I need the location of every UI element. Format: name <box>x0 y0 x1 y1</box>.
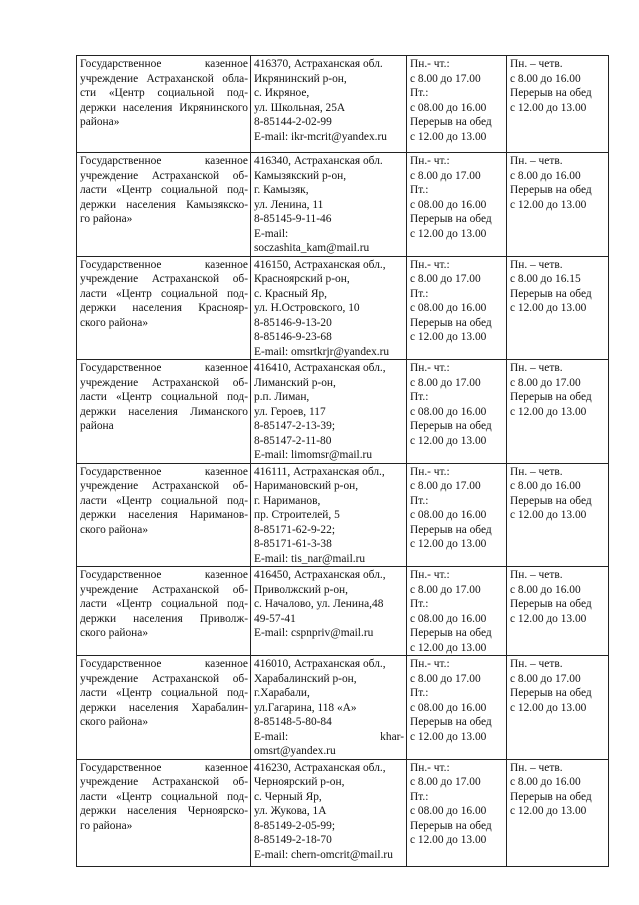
staff-hours-line: Пн. – четв. <box>510 761 563 774</box>
staff-hours-line: Пн. – четв. <box>510 569 563 581</box>
organization-line: Государственное казенное <box>80 362 248 374</box>
address-line: р.п. Лиман, <box>254 391 310 403</box>
staff-hours-line: Пн. – четв. <box>510 658 563 670</box>
client-hours-line: Пн.- чт.: <box>410 569 450 581</box>
client-hours-line: Пт.: <box>410 494 429 507</box>
address-cell <box>251 759 407 866</box>
staff-hours-cell <box>507 256 609 360</box>
client-hours-line: с 08.00 до 16.00 <box>410 198 487 211</box>
organization-line: ласти «Центр социальной под- <box>80 790 248 803</box>
address-line: с. Красный Яр, <box>254 287 327 300</box>
address-cell <box>251 56 407 153</box>
address-line: 416410, Астраханская обл., <box>254 362 386 374</box>
address-line: 8-85149-2-18-70 <box>254 834 332 846</box>
address-line: г.Харабали, <box>254 687 310 699</box>
client-hours-line: с 8.00 до 17.00 <box>410 672 481 685</box>
table-row <box>77 759 609 866</box>
address-cell <box>251 153 407 257</box>
client-hours-line: с 08.00 до 16.00 <box>410 701 487 714</box>
organization-line: держки населения Харабалин- <box>80 701 248 714</box>
organization-line: ласти «Центр социальной под- <box>80 687 248 699</box>
organization-line: держки населения Икрянинского <box>80 101 248 114</box>
staff-hours-line: Пн. – четв. <box>510 362 563 374</box>
client-hours-line: Пт.: <box>410 598 429 610</box>
organization-line: учреждение Астраханской об- <box>80 273 248 285</box>
staff-hours-line: с 12.00 до 13.00 <box>510 302 587 314</box>
staff-hours-line: Пн. – четв. <box>510 465 563 478</box>
client-hours-cell <box>407 56 507 153</box>
address-line: 416370, Астраханская обл. <box>254 58 383 70</box>
client-hours-line: с 8.00 до 17.00 <box>410 169 481 182</box>
organization-line: ласти «Центр социальной под- <box>80 184 248 196</box>
table-row <box>77 56 609 153</box>
client-hours-line: Перерыв на обед <box>410 819 492 832</box>
address-line: Красноярский р-он, <box>254 273 350 285</box>
staff-hours-line: Перерыв на обед <box>510 687 592 699</box>
staff-hours-line: с 12.00 до 13.00 <box>510 101 587 114</box>
address-line: Приволжский р-он, <box>254 583 348 596</box>
address-line: Наримановский р-он, <box>254 480 359 492</box>
address-line: E-mail: omsrtkrjr@yandex.ru <box>254 345 390 358</box>
organization-line: Государственное казенное <box>80 569 248 581</box>
client-hours-line: Пт.: <box>410 790 429 803</box>
address-line: с. Началово, ул. Ленина,48 <box>254 598 384 610</box>
client-hours-cell <box>407 463 507 567</box>
organization-cell <box>77 463 251 567</box>
client-hours-line: с 08.00 до 16.00 <box>410 612 487 625</box>
organization-cell <box>77 656 251 760</box>
address-line: 8-85147-2-13-39; <box>254 420 335 432</box>
staff-hours-line: Перерыв на обед <box>510 287 592 300</box>
address-line: Черноярский р-он, <box>254 776 345 788</box>
organization-line: Государственное казенное <box>80 465 248 478</box>
staff-hours-cell <box>507 656 609 760</box>
address-line: E-mail: tis_nar@mail.ru <box>254 552 366 565</box>
address-line: 416150, Астраханская обл., <box>254 258 386 271</box>
address-line: 8-85147-2-11-80 <box>254 434 332 447</box>
organization-line: держки населения Черноярско- <box>80 805 248 817</box>
address-line: 416450, Астраханская обл., <box>254 569 386 581</box>
staff-hours-line: Перерыв на обед <box>510 598 592 610</box>
organization-line: ского района» <box>80 627 149 639</box>
organization-line: го района» <box>80 819 133 832</box>
address-line: soczashita_kam@mail.ru <box>254 242 370 254</box>
staff-hours-cell <box>507 360 609 464</box>
client-hours-cell <box>407 759 507 866</box>
address-line: E-mail: <box>254 227 289 240</box>
client-hours-line: с 8.00 до 17.00 <box>410 273 481 285</box>
client-hours-line: с 8.00 до 17.00 <box>410 776 481 788</box>
staff-hours-line: с 8.00 до 16.00 <box>510 480 581 492</box>
client-hours-line: с 8.00 до 17.00 <box>410 480 481 492</box>
table-row <box>77 463 609 567</box>
client-hours-line: Пн.- чт.: <box>410 155 450 167</box>
client-hours-line: Пн.- чт.: <box>410 658 450 670</box>
address-line: 8-85146-9-13-20 <box>254 316 332 329</box>
client-hours-line: Перерыв на обед <box>410 523 492 536</box>
address-line: E-mail: ikr-mcrit@yandex.ru <box>254 130 387 143</box>
address-line: ул. Ленина, 11 <box>254 198 324 211</box>
organization-line: учреждение Астраханской обла- <box>80 72 248 85</box>
address-line: 416010, Астраханская обл., <box>254 658 386 670</box>
client-hours-line: Пн.- чт.: <box>410 362 450 374</box>
organization-line: держки населения Нариманов- <box>80 509 248 521</box>
address-line: с. Черный Яр, <box>254 790 322 803</box>
client-hours-line: с 08.00 до 16.00 <box>410 405 487 418</box>
address-line: 8-85144-2-02-99 <box>254 116 332 128</box>
client-hours-line: с 08.00 до 16.00 <box>410 101 487 114</box>
address-line: 416230, Астраханская обл., <box>254 761 386 774</box>
table-body <box>77 56 609 867</box>
organization-line: ского района» <box>80 523 149 536</box>
staff-hours-cell <box>507 463 609 567</box>
client-hours-line: с 08.00 до 16.00 <box>410 302 487 314</box>
organization-line: учреждение Астраханской об- <box>80 376 248 389</box>
staff-hours-line: Пн. – четв. <box>510 155 563 167</box>
client-hours-line: Пт.: <box>410 391 429 403</box>
staff-hours-line: с 8.00 до 17.00 <box>510 376 581 389</box>
client-hours-line: Пн.- чт.: <box>410 258 450 271</box>
client-hours-line: с 8.00 до 17.00 <box>410 72 481 85</box>
client-hours-line: с 12.00 до 13.00 <box>410 730 487 743</box>
client-hours-line: Пн.- чт.: <box>410 58 450 70</box>
staff-hours-line: Пн. – четв. <box>510 58 563 70</box>
staff-hours-cell <box>507 567 609 656</box>
address-cell <box>251 256 407 360</box>
client-hours-cell <box>407 567 507 656</box>
staff-hours-line: с 12.00 до 13.00 <box>510 509 587 521</box>
organization-line: ласти «Центр социальной под- <box>80 287 248 300</box>
client-hours-line: Перерыв на обед <box>410 316 492 329</box>
staff-hours-line: Перерыв на обед <box>510 184 592 196</box>
address-line: пр. Строителей, 5 <box>254 509 340 521</box>
client-hours-line: Пн.- чт.: <box>410 465 450 478</box>
table-row <box>77 656 609 760</box>
staff-hours-line: Перерыв на обед <box>510 87 592 99</box>
organization-line: го района» <box>80 213 133 225</box>
client-hours-line: с 12.00 до 13.00 <box>410 331 487 343</box>
client-hours-line: с 08.00 до 16.00 <box>410 509 487 521</box>
client-hours-line: с 12.00 до 13.00 <box>410 227 487 240</box>
staff-hours-line: с 8.00 до 16.00 <box>510 72 581 85</box>
address-line: 8-85145-9-11-46 <box>254 213 332 225</box>
address-line: 8-85171-62-9-22; <box>254 523 335 536</box>
organization-line: ласти «Центр социальной под- <box>80 391 248 403</box>
address-line: 8-85146-9-23-68 <box>254 331 332 343</box>
client-hours-line: Пт.: <box>410 287 429 300</box>
address-cell <box>251 360 407 464</box>
address-line: ул. Школьная, 25А <box>254 101 346 114</box>
address-line: Лиманский р-он, <box>254 376 336 389</box>
staff-hours-line: Пн. – четв. <box>510 258 563 271</box>
organization-line: учреждение Астраханской об- <box>80 776 248 788</box>
organization-line: Государственное казенное <box>80 58 248 70</box>
organization-line: Государственное казенное <box>80 258 248 271</box>
staff-hours-cell <box>507 759 609 866</box>
organization-line: держки населения Краснояр- <box>80 302 248 314</box>
table-row <box>77 153 609 257</box>
organization-cell <box>77 567 251 656</box>
address-cell <box>251 463 407 567</box>
client-hours-line: Перерыв на обед <box>410 213 492 225</box>
client-hours-cell <box>407 153 507 257</box>
client-hours-line: Пн.- чт.: <box>410 761 450 774</box>
table-row <box>77 567 609 656</box>
staff-hours-line: с 8.00 до 17.00 <box>510 672 581 685</box>
organization-line: ласти «Центр социальной под- <box>80 494 248 507</box>
address-cell <box>251 656 407 760</box>
staff-hours-line: с 8.00 до 16.15 <box>510 273 581 285</box>
address-line: ул. Героев, 117 <box>254 405 326 418</box>
staff-hours-line: с 12.00 до 13.00 <box>510 198 587 211</box>
client-hours-line: Перерыв на обед <box>410 116 492 128</box>
address-line: Икрянинский р-он, <box>254 72 347 85</box>
staff-hours-line: с 12.00 до 13.00 <box>510 405 587 418</box>
organization-line: ского района» <box>80 316 149 329</box>
address-line: E-mail: chern-omcrit@mail.ru <box>254 848 393 861</box>
client-hours-line: с 08.00 до 16.00 <box>410 805 487 817</box>
client-hours-line: с 12.00 до 13.00 <box>410 538 487 550</box>
organization-line: Государственное казенное <box>80 761 248 774</box>
address-line: 416340, Астраханская обл. <box>254 155 383 167</box>
address-line: 416111, Астраханская обл., <box>254 465 385 478</box>
organization-line: держки населения Камызякско- <box>80 198 248 211</box>
organization-cell <box>77 153 251 257</box>
address-cell <box>251 567 407 656</box>
staff-hours-line: с 8.00 до 16.00 <box>510 776 581 788</box>
staff-hours-line: с 12.00 до 13.00 <box>510 612 587 625</box>
address-line: с. Икряное, <box>254 87 310 99</box>
address-line: 8-85149-2-05-99; <box>254 819 335 832</box>
organization-line: держки населения Лиманского <box>80 405 248 418</box>
table-row <box>77 360 609 464</box>
client-hours-line: с 8.00 до 17.00 <box>410 376 481 389</box>
organization-cell <box>77 256 251 360</box>
organization-line: сти «Центр социальной под- <box>80 87 248 99</box>
client-hours-line: Пт.: <box>410 687 429 699</box>
staff-hours-cell <box>507 153 609 257</box>
address-line: E-mail: khar- <box>254 730 404 743</box>
staff-hours-line: Перерыв на обед <box>510 391 592 403</box>
organization-cell <box>77 759 251 866</box>
organization-line: Государственное казенное <box>80 155 248 167</box>
address-line: omsrt@yandex.ru <box>254 745 336 757</box>
organization-line: держки населения Приволж- <box>80 612 248 625</box>
organization-line: учреждение Астраханской об- <box>80 480 248 492</box>
client-hours-line: с 12.00 до 13.00 <box>410 641 487 654</box>
client-hours-line: Пт.: <box>410 184 429 196</box>
organization-line: учреждение Астраханской об- <box>80 583 248 596</box>
staff-hours-line: Перерыв на обед <box>510 790 592 803</box>
staff-hours-cell <box>507 56 609 153</box>
staff-hours-line: с 8.00 до 16.00 <box>510 583 581 596</box>
client-hours-line: Перерыв на обед <box>410 627 492 639</box>
client-hours-line: Перерыв на обед <box>410 420 492 432</box>
client-hours-line: с 12.00 до 13.00 <box>410 434 487 447</box>
organization-cell <box>77 360 251 464</box>
social-support-centers-table <box>76 55 609 867</box>
organization-line: ласти «Центр социальной под- <box>80 598 248 610</box>
address-line: 49-57-41 <box>254 612 296 625</box>
organization-cell <box>77 56 251 153</box>
staff-hours-line: Перерыв на обед <box>510 494 592 507</box>
client-hours-line: Перерыв на обед <box>410 716 492 728</box>
table-row <box>77 256 609 360</box>
organization-line: района <box>80 420 114 432</box>
client-hours-line: с 12.00 до 13.00 <box>410 834 487 846</box>
client-hours-line: с 12.00 до 13.00 <box>410 130 487 143</box>
address-line: E-mail: limomsr@mail.ru <box>254 449 373 461</box>
address-line: 8-85171-61-3-38 <box>254 538 332 550</box>
address-line: г. Нариманов, <box>254 494 321 507</box>
organization-line: района» <box>80 116 120 128</box>
client-hours-line: с 8.00 до 17.00 <box>410 583 481 596</box>
client-hours-line: Пт.: <box>410 87 429 99</box>
address-line: E-mail: cspnpriv@mail.ru <box>254 627 374 639</box>
staff-hours-line: с 8.00 до 16.00 <box>510 169 581 182</box>
organization-line: ского района» <box>80 716 149 728</box>
address-line: г. Камызяк, <box>254 184 309 196</box>
address-line: Харабалинский р-он, <box>254 672 357 685</box>
client-hours-cell <box>407 360 507 464</box>
address-line: ул.Гагарина, 118 «А» <box>254 701 357 714</box>
organization-line: Государственное казенное <box>80 658 248 670</box>
staff-hours-line: с 12.00 до 13.00 <box>510 805 587 817</box>
address-line: ул. Н.Островского, 10 <box>254 302 360 314</box>
organization-line: учреждение Астраханской об- <box>80 169 248 182</box>
address-line: Камызякский р-он, <box>254 169 347 182</box>
address-line: ул. Жукова, 1А <box>254 805 327 817</box>
client-hours-cell <box>407 256 507 360</box>
staff-hours-line: с 12.00 до 13.00 <box>510 701 587 714</box>
client-hours-cell <box>407 656 507 760</box>
organization-line: учреждение Астраханской об- <box>80 672 248 685</box>
address-line: 8-85148-5-80-84 <box>254 716 332 728</box>
